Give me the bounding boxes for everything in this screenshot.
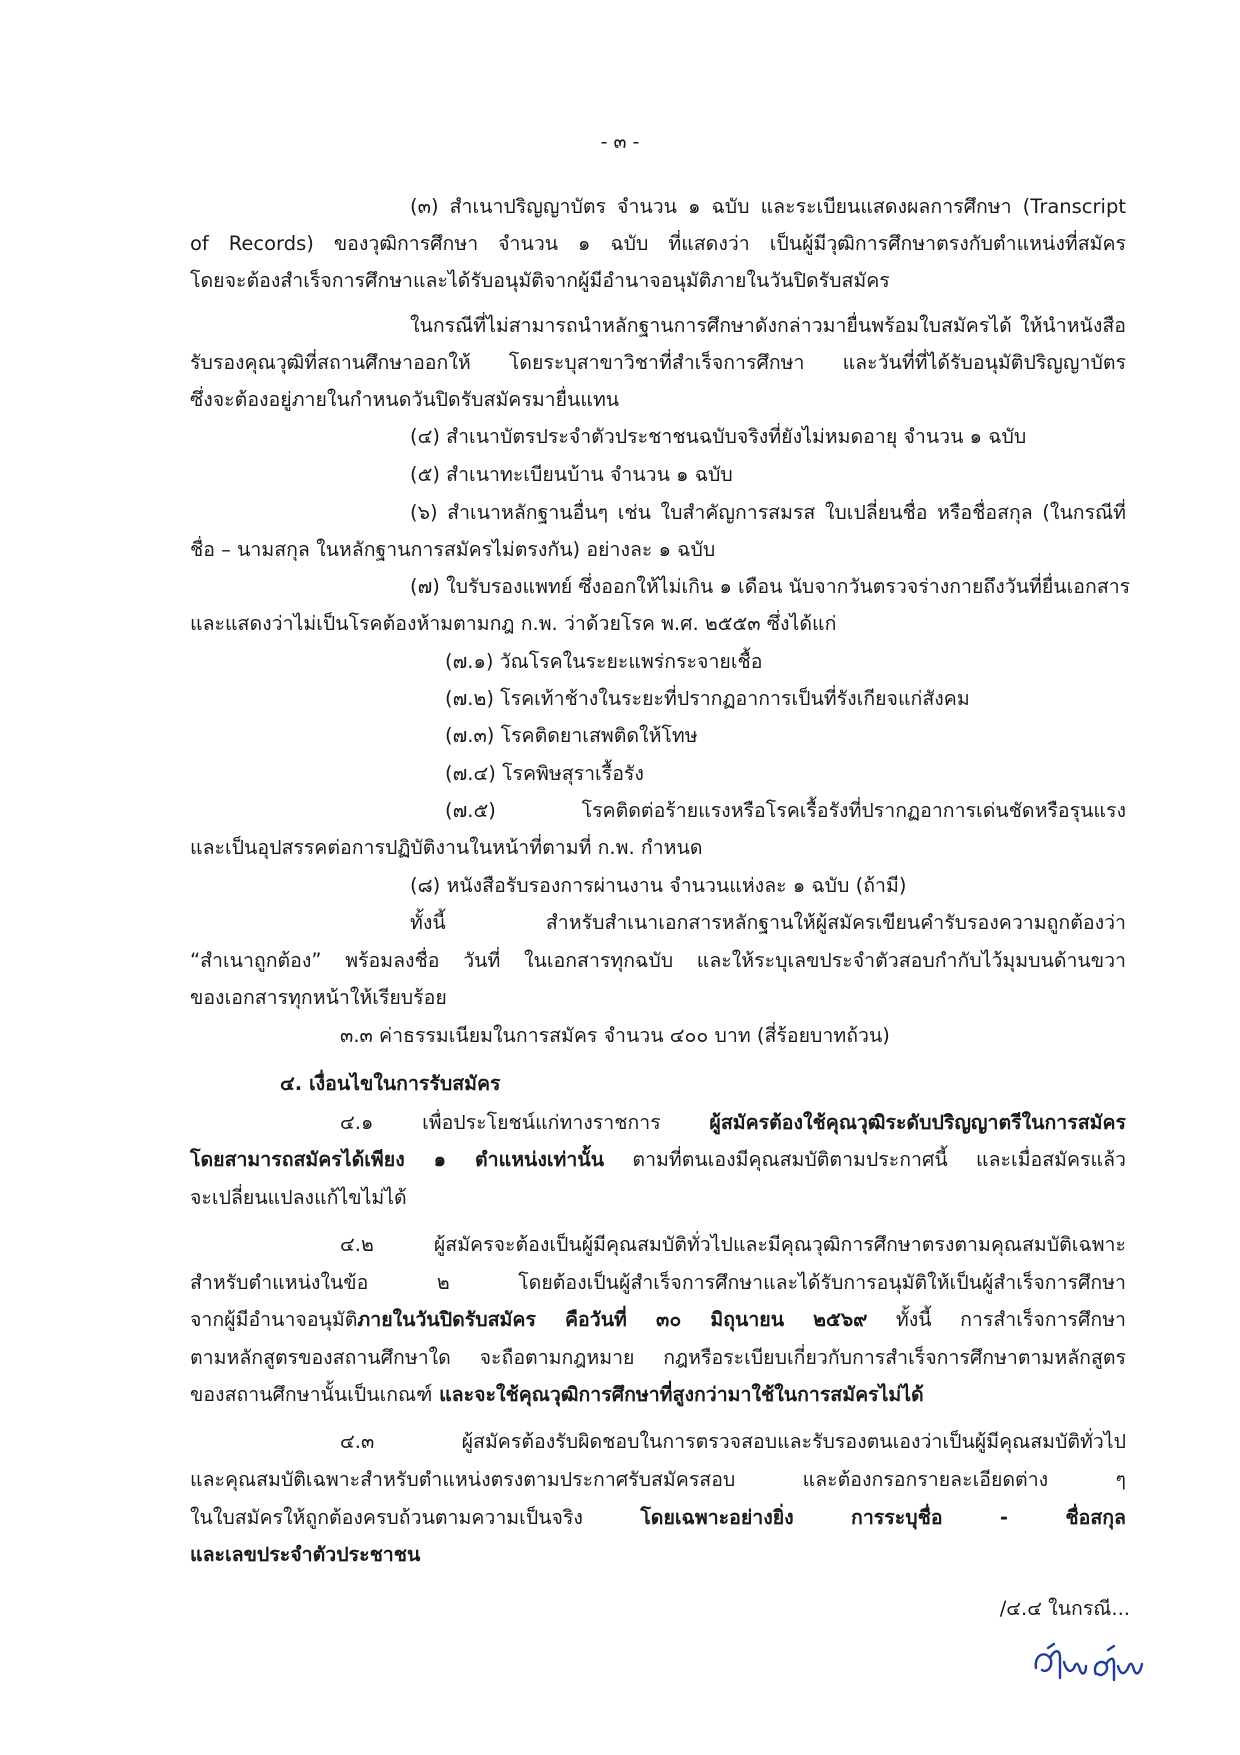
paragraph-line <box>190 1503 1126 1533</box>
list-subitem: (๗.๓) โรคติดยาเสพติดให้โทษ <box>445 724 698 747</box>
text-run: ในใบสมัครให้ถูกต้องครบถ้วนตามความเป็นจริง <box>190 1506 583 1529</box>
bold-run: โดยสามารถสมัครได้เพียง ๑ ตำแหน่งเท่านั้น <box>190 1148 605 1171</box>
section-heading: ๔. เงื่อนไขในการรับสมัคร <box>280 1072 501 1095</box>
paragraph-line <box>340 1108 1126 1138</box>
paragraph-line: และเป็นอุปสรรคต่อการปฏิบัติงานในหน้าที่ตามที่ ก.พ. กำหนด <box>190 836 703 859</box>
list-subitem: (๗.๑) วัณโรคในระยะแพร่กระจายเชื้อ <box>445 650 763 673</box>
paragraph-line: of Records) ของวุฒิการศึกษา จำนวน ๑ ฉบับ ที่แสดงว่า เป็นผู้มีวุฒิการศึกษาตรงกับตำแหน่งที่สมัคร <box>190 232 1126 255</box>
bold-run: โดยเฉพาะอย่างยิ่ง การระบุชื่อ - ชื่อสกุล <box>582 1506 1126 1529</box>
list-subitem: (๗.๕) โรคติดต่อร้ายแรงหรือโรคเรื้อรังที่ปรากฏอาการเด่นชัดหรือรุนแรง <box>445 799 1126 822</box>
paragraph-line: ทั้งนี้ สำหรับสำเนาเอกสารหลักฐานให้ผู้สมัครเขียนคำรับรองความถูกต้องว่า <box>410 911 1126 934</box>
paragraph-line: โดยจะต้องสำเร็จการศึกษาและได้รับอนุมัติจากผู้มีอำนาจอนุมัติภายในวันปิดรับสมัคร <box>190 269 890 292</box>
paragraph-line: สำหรับตำแหน่งในข้อ ๒ โดยต้องเป็นผู้สำเร็จการศึกษาและได้รับการอนุมัติให้เป็นผู้สำเร็จการศึกษา <box>190 1271 1126 1294</box>
handwritten-signature <box>1030 1640 1150 1690</box>
bold-run: และจะใช้คุณวุฒิการศึกษาที่สูงกว่ามาใช้ในการสมัครไม่ได้ <box>432 1383 924 1406</box>
list-item: (๔) สำเนาบัตรประจำตัวประชาชนฉบับจริงที่ยังไม่หมดอายุ จำนวน ๑ ฉบับ <box>410 425 1027 448</box>
paragraph-line: ชื่อ – นามสกุล ในหลักฐานการสมัครไม่ตรงกัน) อย่างละ ๑ ฉบับ <box>190 538 716 561</box>
paragraph-line: รับรองคุณวุฒิที่สถานศึกษาออกให้ โดยระบุสาขาวิชาที่สำเร็จการศึกษา และวันที่ที่ได้รับอนุมัติปริญญาบัตร <box>190 351 1126 374</box>
paragraph-line <box>190 1145 1126 1175</box>
bold-run: ภายในวันปิดรับสมัคร คือวันที่ ๓๐ มิถุนายน ๒๕๖๙ <box>357 1308 868 1331</box>
text-run: ทั้งนี้ การสำเร็จการศึกษา <box>867 1308 1126 1331</box>
list-item: (๖) สำเนาหลักฐานอื่นๆ เช่น ใบสำคัญการสมรส ใบเปลี่ยนชื่อ หรือชื่อสกุล (ในกรณีที่ <box>410 501 1126 524</box>
list-subitem: (๗.๔) โรคพิษสุราเรื้อรัง <box>445 762 644 785</box>
list-subitem: (๗.๒) โรคเท้าช้างในระยะที่ปรากฏอาการเป็นที่รังเกียจแก่สังคม <box>445 687 970 710</box>
paragraph-line: ๔.๒ ผู้สมัครจะต้องเป็นผู้มีคุณสมบัติทั่วไปและมีคุณวุฒิการศึกษาตรงตามคุณสมบัติเฉพาะ <box>340 1233 1126 1256</box>
paragraph-line: ๔.๓ ผู้สมัครต้องรับผิดชอบในการตรวจสอบและรับรองตนเองว่าเป็นผู้มีคุณสมบัติทั่วไป <box>340 1430 1126 1453</box>
page-number: - ๓ - <box>600 131 640 153</box>
paragraph-line: ของเอกสารทุกหน้าให้เรียบร้อย <box>190 986 447 1009</box>
paragraph-line: และเลขประจำตัวประชาชน <box>190 1543 421 1566</box>
list-item: (๘) หนังสือรับรองการผ่านงาน จำนวนแห่งละ ๑ ฉบับ (ถ้ามี) <box>410 874 907 897</box>
paragraph-line: ซึ่งจะต้องอยู่ภายในกำหนดวันปิดรับสมัครมายื่นแทน <box>190 388 620 411</box>
text-run: ๔.๑ เพื่อประโยชน์แก่ทางราชการ <box>340 1111 661 1134</box>
paragraph-line <box>190 1380 1126 1410</box>
paragraph-line: ตามหลักสูตรของสถานศึกษาใด จะถือตามกฎหมาย กฎหรือระเบียบเกี่ยวกับการสำเร็จการศึกษาตามหลักสูตร <box>190 1346 1126 1369</box>
list-item: (๕) สำเนาทะเบียนบ้าน จำนวน ๑ ฉบับ <box>410 463 733 486</box>
paragraph-line: และคุณสมบัติเฉพาะสำหรับตำแหน่งตรงตามประกาศรับสมัครสอบ และต้องกรอกรายละเอียดต่าง ๆ <box>190 1468 1126 1491</box>
paragraph-line: (๓) สำเนาปริญญาบัตร จำนวน ๑ ฉบับ และระเบียนแสดงผลการศึกษา (Transcript <box>410 195 1126 218</box>
text-run: ของสถานศึกษานั้นเป็นเกณฑ์ <box>190 1383 433 1406</box>
bold-run: ผู้สมัครต้องใช้คุณวุฒิระดับปริญญาตรีในการสมัคร <box>709 1111 1126 1134</box>
fee-line: ๓.๓ ค่าธรรมเนียมในการสมัคร จำนวน ๔๐๐ บาท (สี่ร้อยบาทถ้วน) <box>340 1024 890 1047</box>
list-item: (๗) ใบรับรองแพทย์ ซึ่งออกให้ไม่เกิน ๑ เดือน นับจากวันตรวจร่างกายถึงวันที่ยื่นเอกสาร <box>410 575 1131 598</box>
paragraph-line: และแสดงว่าไม่เป็นโรคต้องห้ามตามกฎ ก.พ. ว่าด้วยโรค พ.ศ. ๒๕๕๓ ซึ่งได้แก่ <box>190 612 837 635</box>
text-run: จากผู้มีอำนาจอนุมัติ <box>190 1308 358 1331</box>
text-run: ตามที่ตนเองมีคุณสมบัติตามประกาศนี้ และเมื่อสมัครแล้ว <box>632 1148 1126 1171</box>
paragraph-line: จะเปลี่ยนแปลงแก้ไขไม่ได้ <box>190 1186 407 1209</box>
paragraph-line: ในกรณีที่ไม่สามารถนำหลักฐานการศึกษาดังกล่าวมายื่นพร้อมใบสมัครได้ ให้นำหนังสือ <box>410 314 1126 337</box>
paragraph-line <box>190 1305 1126 1335</box>
paragraph-line: “สำเนาถูกต้อง” พร้อมลงชื่อ วันที่ ในเอกสารทุกฉบับ และให้ระบุเลขประจำตัวสอบกำกับไว้มุมบนด้านขวา <box>190 949 1126 972</box>
continuation-marker: /๔.๔ ในกรณี... <box>999 1597 1130 1620</box>
